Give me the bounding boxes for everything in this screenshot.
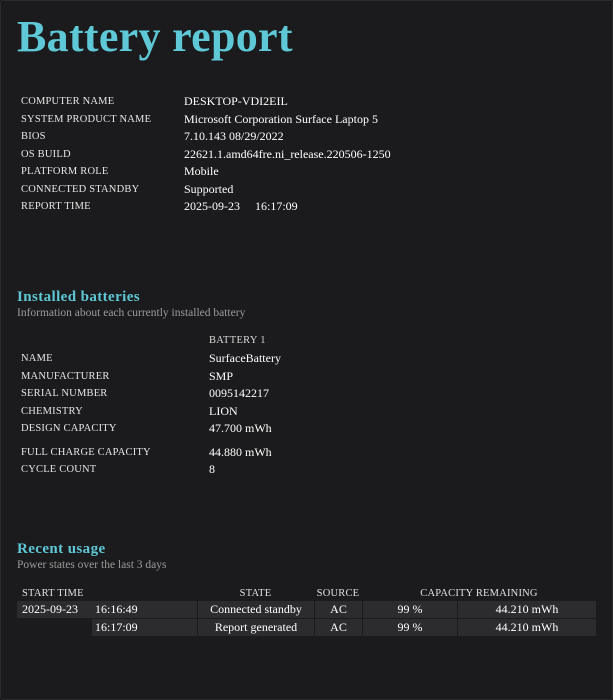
usage-source: AC: [314, 601, 362, 618]
sysinfo-value: Supported: [184, 181, 234, 196]
battery-row-design-capacity: [21, 420, 281, 438]
header-start-time: START TIME: [22, 588, 84, 599]
sysinfo-key: BIOS: [21, 131, 46, 143]
usage-mwh: 44.210 mWh: [457, 619, 596, 636]
battery-value: SMP: [209, 368, 234, 383]
battery-row-manufacturer: [21, 368, 281, 386]
battery-key: CYCLE COUNT: [21, 464, 97, 476]
system-info-table: [21, 93, 391, 216]
usage-time: 16:16:49: [92, 601, 197, 618]
usage-state: Report generated: [197, 619, 314, 636]
recent-usage-table: [17, 586, 596, 637]
usage-percent: 99 %: [362, 601, 457, 618]
sysinfo-key: OS BUILD: [21, 148, 71, 160]
sysinfo-row-computer-name: [21, 93, 391, 111]
battery-value: 8: [209, 462, 215, 477]
recent-usage-heading: Recent usage: [17, 541, 106, 557]
sysinfo-row-os-build: [21, 146, 391, 164]
battery-value: LION: [209, 403, 238, 418]
battery-value: SurfaceBattery: [209, 351, 281, 366]
battery-key: DESIGN CAPACITY: [21, 423, 117, 435]
usage-percent: 99 %: [362, 619, 457, 636]
usage-header-row: [17, 586, 596, 601]
battery-details-table: [21, 350, 281, 479]
sysinfo-value: 22621.1.amd64fre.ni_release.220506-1250: [184, 146, 391, 161]
battery-row-cycle-count: [21, 461, 281, 479]
table-row: [17, 619, 596, 636]
battery-value: 0095142217: [209, 386, 269, 401]
sysinfo-row-connected-standby: [21, 181, 391, 199]
battery-key: CHEMISTRY: [21, 405, 83, 417]
battery-row-chemistry: [21, 403, 281, 421]
page-title: Battery report: [17, 12, 293, 61]
sysinfo-row-bios: [21, 128, 391, 146]
sysinfo-row-product-name: [21, 111, 391, 129]
battery-row-name: [21, 350, 281, 368]
usage-time: 16:17:09: [92, 619, 197, 636]
header-state: STATE: [239, 588, 272, 599]
header-capacity-remaining: CAPACITY REMAINING: [420, 588, 538, 599]
header-source: SOURCE: [316, 588, 360, 599]
sysinfo-key: COMPUTER NAME: [21, 96, 115, 108]
battery-value: 47.700 mWh: [209, 421, 272, 436]
installed-batteries-subtitle: Information about each currently installed battery: [17, 307, 246, 319]
usage-date: 2025-09-23: [17, 601, 92, 618]
battery-key: NAME: [21, 353, 53, 365]
battery-row-serial-number: [21, 385, 281, 403]
sysinfo-row-report-time: [21, 198, 391, 216]
sysinfo-key: CONNECTED STANDBY: [21, 183, 140, 195]
installed-batteries-heading: Installed batteries: [17, 289, 141, 305]
battery-key: FULL CHARGE CAPACITY: [21, 446, 151, 458]
usage-mwh: 44.210 mWh: [457, 601, 596, 618]
sysinfo-value: DESKTOP-VDI2EIL: [184, 94, 288, 109]
usage-source: AC: [314, 619, 362, 636]
battery-value: 44.880 mWh: [209, 444, 272, 459]
usage-date: [17, 619, 92, 636]
battery-key: SERIAL NUMBER: [21, 388, 108, 400]
sysinfo-row-platform-role: [21, 163, 391, 181]
recent-usage-subtitle: Power states over the last 3 days: [17, 559, 167, 571]
battery-column-header: BATTERY 1: [209, 335, 266, 346]
sysinfo-value: Microsoft Corporation Surface Laptop 5: [184, 111, 378, 126]
usage-state: Connected standby: [197, 601, 314, 618]
sysinfo-value: 2025-09-23 16:17:09: [184, 199, 298, 214]
sysinfo-key: SYSTEM PRODUCT NAME: [21, 113, 152, 125]
battery-row-full-charge-capacity: [21, 444, 281, 462]
sysinfo-key: REPORT TIME: [21, 201, 91, 213]
battery-key: MANUFACTURER: [21, 370, 110, 382]
sysinfo-value: 7.10.143 08/29/2022: [184, 129, 284, 144]
table-row: [17, 601, 596, 618]
sysinfo-key: PLATFORM ROLE: [21, 166, 109, 178]
sysinfo-value: Mobile: [184, 164, 219, 179]
